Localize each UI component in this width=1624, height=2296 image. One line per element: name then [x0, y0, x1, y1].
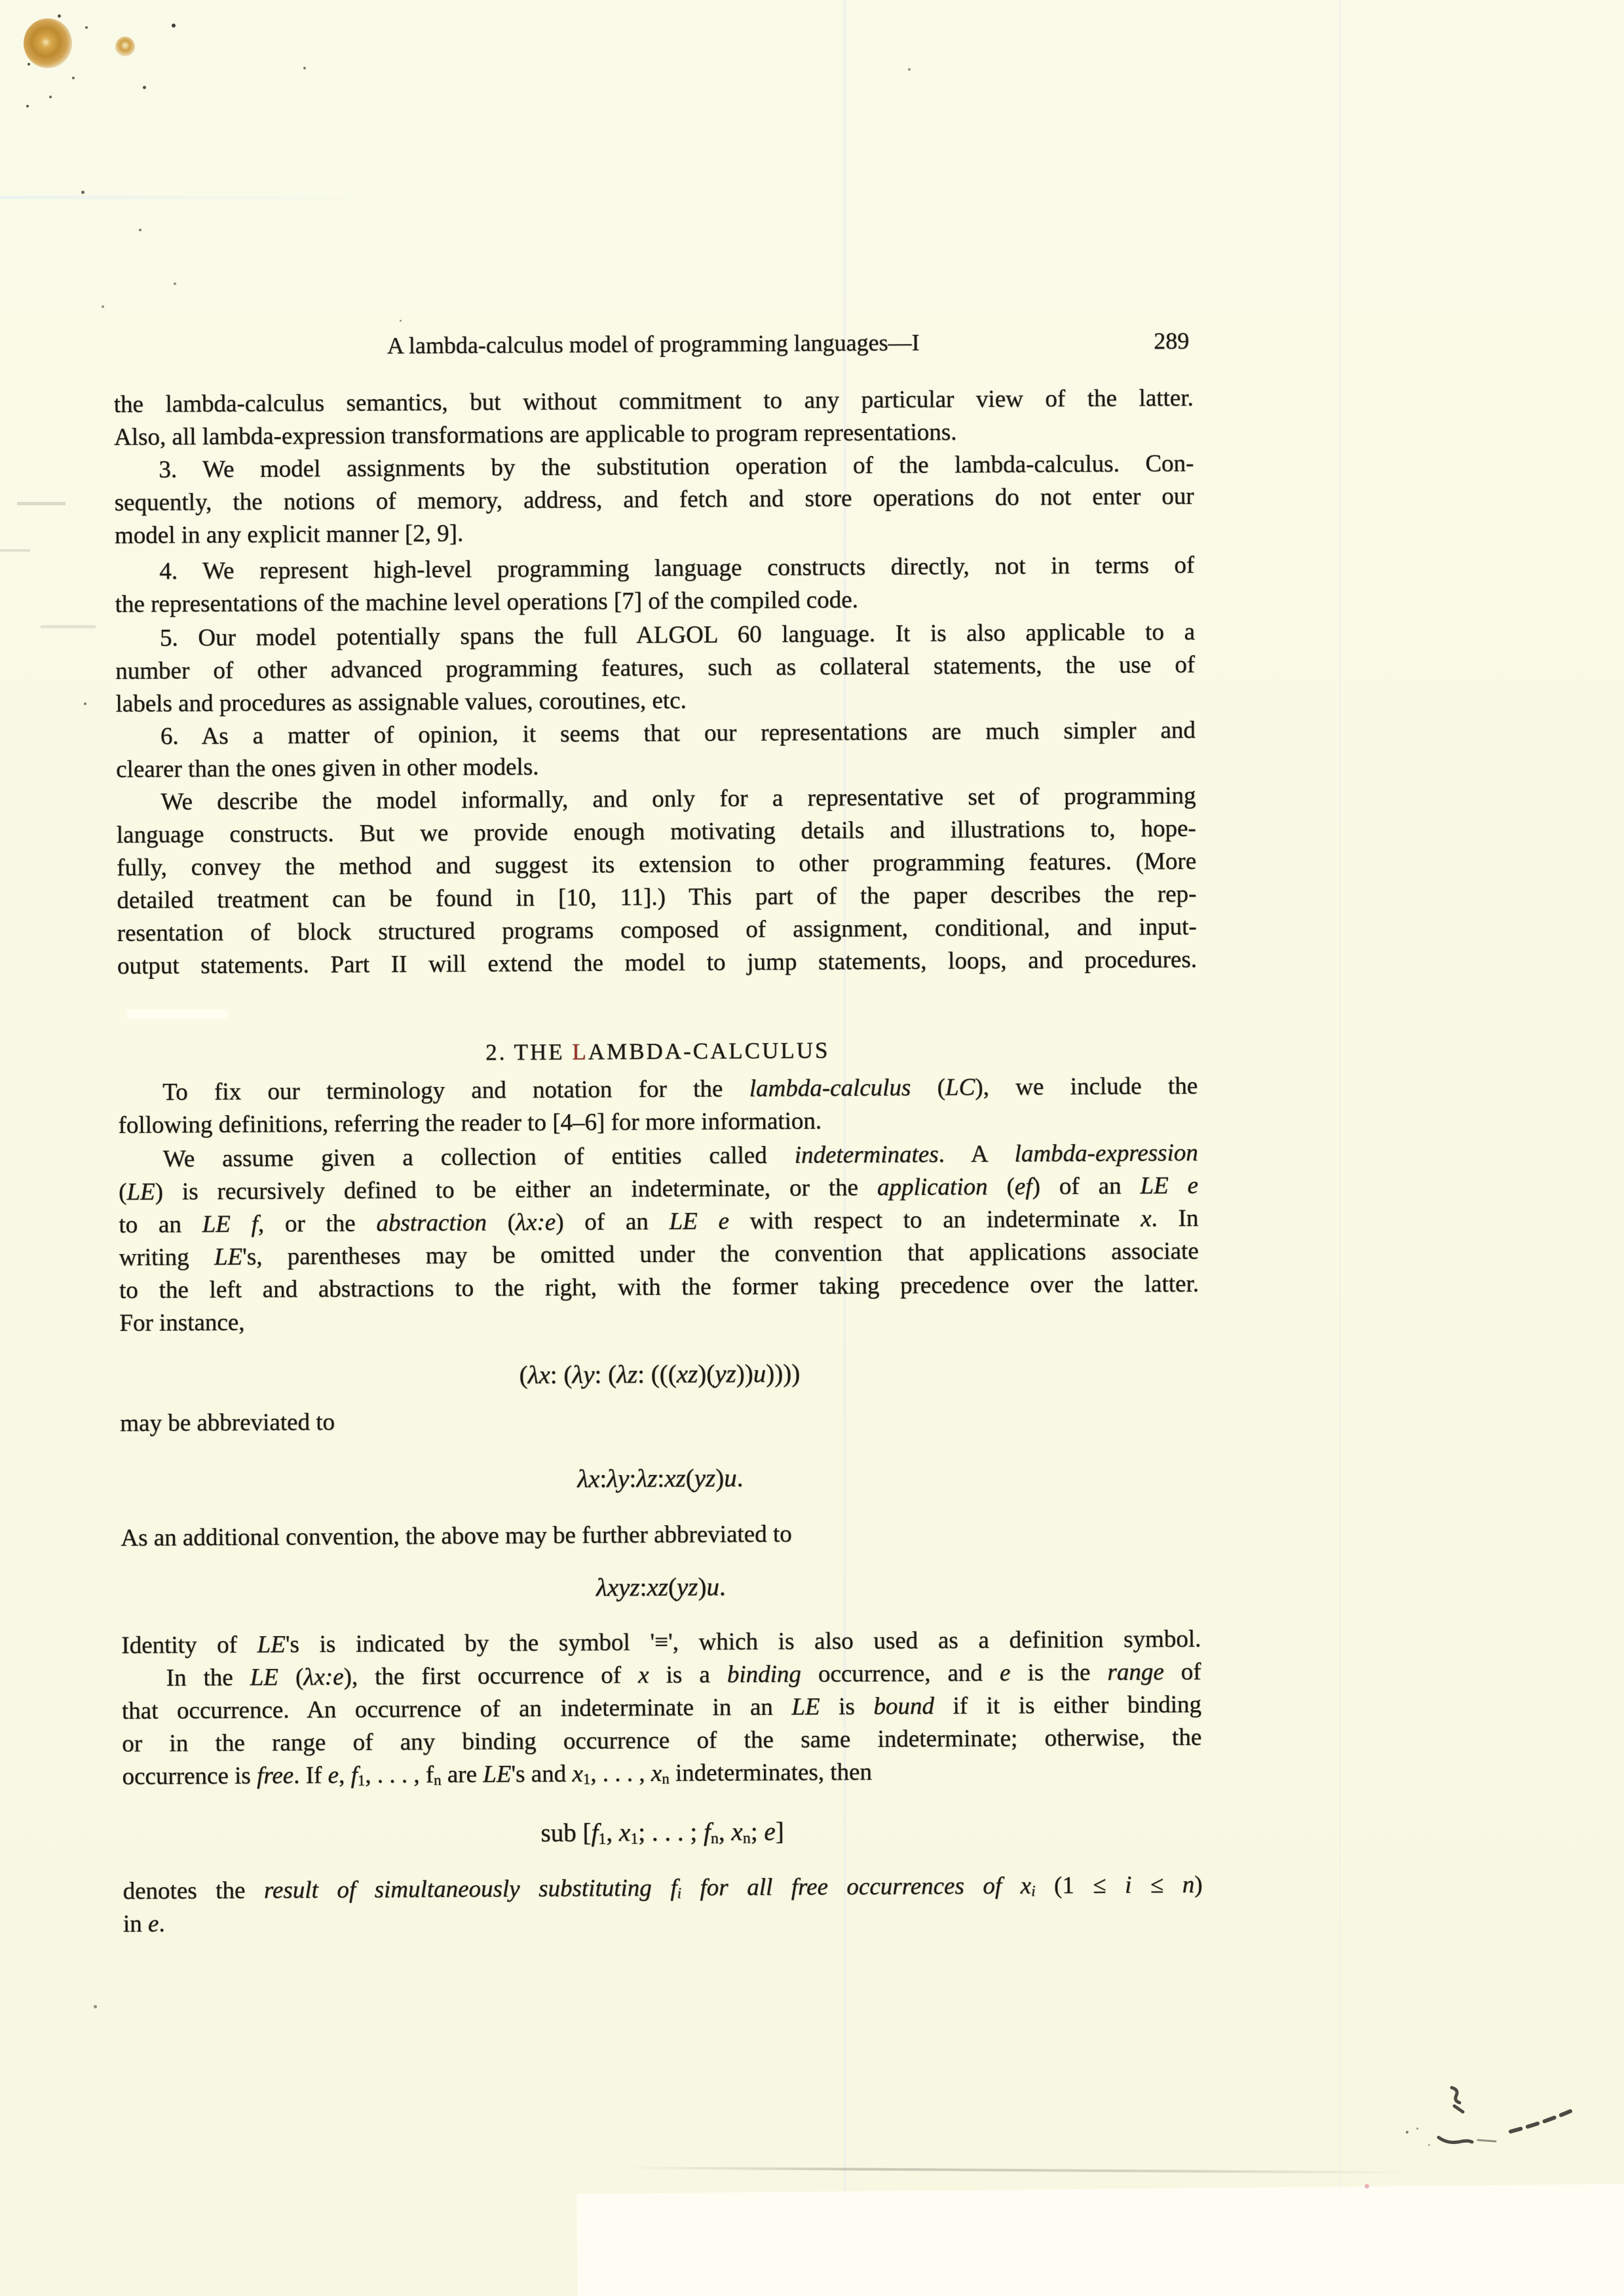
text-line: denotes the result of simultaneously substituting $f_i$ for all free occurrences of $x_i$ (1 ≤ i ≤ n): [123, 1871, 1203, 1905]
paragraph-binding-free: [121, 1656, 1201, 1793]
running-header: [113, 324, 1193, 364]
ink-speck: [303, 67, 306, 69]
text-line: that occurrence. An occurrence of an indeterminate in an LE is bound if it is either binding: [121, 1691, 1202, 1725]
text-line: model in any explicit manner [2, 9].: [114, 520, 464, 550]
page-text-column: [111, 0, 1205, 2296]
text-line: number of other advanced programming features, such as collateral statements, the use of: [115, 651, 1196, 685]
formula-nested-abstraction: (λx: (λy: (λz: (((xz)(yz))u)))): [519, 1359, 801, 1390]
formula-substitution: sub [$f_1$, $x_1$; . . . ; $f_n$, $x_n$; e]: [540, 1817, 784, 1848]
pen-dash: [1478, 2140, 1496, 2141]
ink-speck: [1406, 2131, 1408, 2133]
text-line: For instance,: [119, 1309, 245, 1337]
paragraph-item-6: [116, 714, 1196, 786]
ink-speck: [81, 191, 85, 194]
scanner-streak-vertical: [1339, 0, 1340, 2296]
ink-speck: [94, 2005, 97, 2008]
text-line: detailed treatment can be found in [10, 11].) This part of the paper describes the rep-: [117, 880, 1197, 915]
paragraph-item-5: [115, 616, 1196, 721]
text-line: output statements. Part II will extend the model to jump statements, loops, and procedures.: [117, 946, 1198, 980]
formula-abbreviated: λx:λy:λz:xz(yz)u.: [577, 1464, 744, 1493]
text-line: 5. Our model potentially spans the full ALGOL 60 language. It is also applicable to a: [159, 618, 1196, 652]
text-line: following definitions, referring the reader to [4–6] for more information.: [118, 1107, 822, 1139]
ink-speck: [85, 26, 88, 29]
paragraph-item-4: [115, 549, 1195, 621]
page-number: 289: [1154, 327, 1190, 354]
pen-wave: [1439, 2137, 1472, 2143]
pen-dashed-stroke: [1511, 2111, 1570, 2132]
text-line: labels and procedures as assignable values, coroutines, etc.: [115, 687, 687, 718]
text-line: resentation of block structured programs composed of assignment, conditional, and input-: [117, 913, 1197, 947]
ink-speck: [72, 77, 75, 79]
text-line: or in the range of any binding occurrence of the same indeterminate; otherwise, the: [122, 1723, 1202, 1757]
ink-speck: [49, 96, 52, 98]
paragraph-item-3: [114, 448, 1194, 552]
text-line: language constructs. But we provide enough motivating details and illustrations to, hope-: [116, 814, 1196, 849]
pen-squiggle: [1452, 2088, 1460, 2103]
text-line: the representations of the machine level operations [7] of the compiled code.: [115, 586, 858, 619]
pen-tick: [1454, 2106, 1463, 2112]
text-line: 6. As a matter of opinion, it seems that our representations are much simpler and: [160, 716, 1196, 750]
paragraph-terminology: [118, 1070, 1198, 1142]
text-line: fully, convey the method and suggest its extension to other programming features. (More: [116, 847, 1197, 882]
pen-marks: [1402, 2057, 1598, 2162]
ink-speck: [1428, 2144, 1430, 2146]
formula-further-abbreviated: λxyz:xz(yz)u.: [595, 1573, 726, 1602]
ink-speck: [26, 105, 29, 107]
section-heading-pre: 2. THE: [485, 1039, 573, 1065]
text-line: In the LE (λx:e), the first occurrence of x is a binding occurrence, and e is the range of: [166, 1658, 1201, 1692]
text-line: to the left and abstractions to the right, with the former taking precedence over the latter.: [119, 1270, 1199, 1304]
running-header-title: A lambda-calculus model of programming languages—I: [387, 329, 920, 359]
paragraph-continuation: [114, 382, 1194, 454]
paragraph-definitions: [119, 1137, 1199, 1340]
ink-speck: [28, 63, 30, 66]
text-line: We assume given a collection of entities called indeterminates. A lambda-expression: [162, 1139, 1198, 1173]
scanner-background: [576, 2183, 1624, 2296]
text-line: To fix our terminology and notation for the lambda-calculus (LC), we include the: [162, 1072, 1198, 1106]
text-line: Also, all lambda-expression transformations are applicable to program representations.: [113, 419, 957, 451]
text-line: Identity of LE's is indicated by the symbol '≡', which is also used as a definition symbol.: [121, 1625, 1201, 1659]
ink-speck: [143, 86, 146, 89]
text-line: to an LE f, or the abstraction (λx:e) of an LE e with respect to an indeterminate x. In: [119, 1204, 1199, 1238]
caption-additional-convention: As an additional convention, the above may be further abbreviated to: [121, 1520, 792, 1552]
ink-speck: [84, 702, 86, 705]
text-line: 4. We represent high-level programming language constructs directly, not in terms of: [159, 551, 1195, 585]
margin-smudge: [0, 549, 30, 552]
ink-speck: [58, 14, 61, 18]
text-line: We describe the model informally, and only for a representative set of programming: [161, 782, 1196, 816]
coffee-stain-large: [24, 18, 72, 68]
ink-speck: [139, 229, 142, 231]
text-line: clearer than the ones given in other models.: [116, 754, 539, 784]
section-heading: [118, 1032, 1198, 1071]
caption-may-be-abbreviated: may be abbreviated to: [120, 1408, 335, 1437]
paragraph-denotes: [123, 1869, 1203, 1941]
text-line: (LE) is recursively defined to be either an indeterminate, or the application (ef) of an LE e: [118, 1172, 1199, 1206]
section-heading-red-letter: L: [572, 1039, 588, 1065]
text-line: occurrence is free. If e, $f_1$, . . . , $f_n$ are LE's and $x_1$, . . . , $x_n$ indeterminates, then: [122, 1758, 873, 1790]
text-line: the lambda-calculus semantics, but without commitment to any particular view of the latter.: [113, 384, 1194, 419]
text-line: writing LE's, parentheses may be omitted under the convention that applications associate: [119, 1237, 1199, 1271]
section-heading-rest: AMBDA-CALCULUS: [588, 1037, 830, 1065]
ink-speck: [174, 282, 176, 285]
margin-smudge: [17, 502, 66, 505]
text-line: sequently, the notions of memory, address, and fetch and store operations do not enter our: [114, 482, 1194, 517]
ink-speck: [172, 24, 176, 28]
margin-smudge: [41, 625, 96, 628]
ink-speck: [400, 320, 402, 322]
text-line: in e.: [123, 1910, 165, 1938]
paragraph-model-description: [116, 780, 1197, 983]
ink-speck: [102, 305, 104, 308]
text-line: 3. We model assignments by the substitution operation of the lambda-calculus. Con-: [159, 450, 1194, 484]
ink-speck: [908, 68, 911, 71]
ink-speck: [1416, 2128, 1418, 2130]
pink-speck: [1365, 2184, 1369, 2189]
